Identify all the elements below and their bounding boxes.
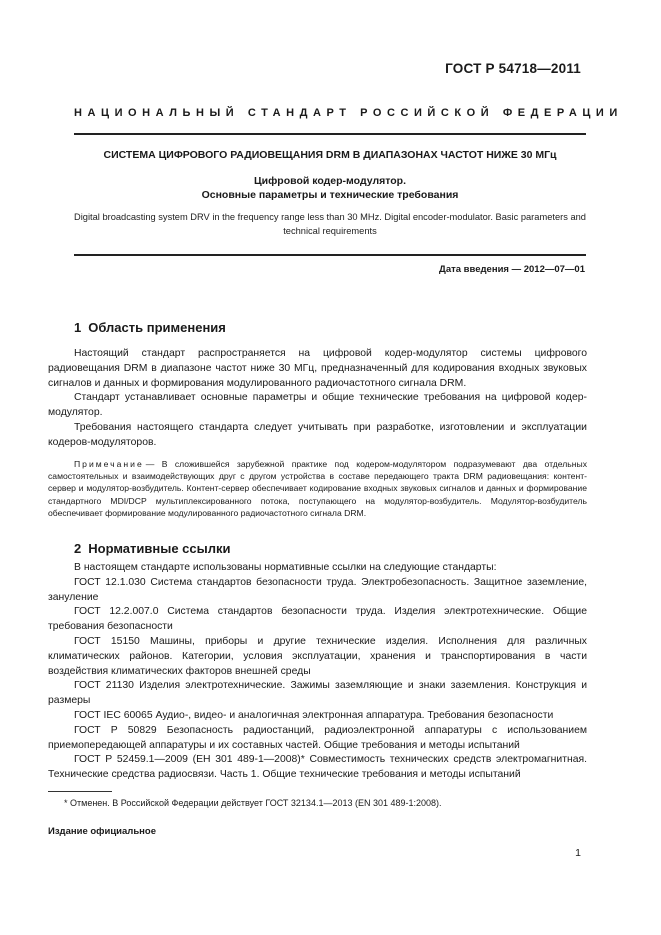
national-standard-banner: НАЦИОНАЛЬНЫЙ СТАНДАРТ РОССИЙСКОЙ ФЕДЕРАЦИИ — [74, 107, 623, 119]
document-subtitle — [74, 174, 586, 202]
section-1-number: 1 — [74, 320, 82, 335]
document-title: СИСТЕМА ЦИФРОВОГО РАДИОВЕЩАНИЯ DRM В ДИАПАЗОНАХ ЧАСТОТ НИЖЕ 30 МГц — [103, 149, 557, 161]
official-edition-label: Издание официальное — [48, 826, 156, 837]
reference-item: ГОСТ 15150 Машины, приборы и другие технические изделия. Исполнения для различных климатических районов. Категории, условия эксплуатации, хранения и транспортирования в части воздействия климатических факторов внешней среды — [48, 635, 587, 677]
reference-item: ГОСТ Р 50829 Безопасность радиостанций, радиоэлектронной аппаратуры с использованием приемопередающей аппаратуры и их составных частей. Общие требования и методы испытаний — [48, 724, 587, 751]
section-2-heading — [74, 541, 230, 556]
introduction-date: Дата введения — 2012—07—01 — [439, 264, 585, 275]
english-title: Digital broadcasting system DRV in the frequency range less than 30 MHz. Digital encoder-modulator. Basic parameters and technical requirements — [74, 212, 586, 236]
subtitle-line-1: Цифровой кодер-модулятор. — [254, 175, 406, 187]
note-label: Примечание — [74, 459, 144, 469]
section-2-number: 2 — [74, 541, 82, 556]
section-2-title: Нормативные ссылки — [88, 541, 231, 556]
gost-number: ГОСТ Р 54718—2011 — [445, 61, 581, 76]
reference-item: ГОСТ 12.2.007.0 Система стандартов безопасности труда. Изделия электротехнические. Общие требования безопасности — [48, 606, 587, 633]
top-divider — [74, 133, 586, 135]
subtitle-line-2: Основные параметры и технические требования — [201, 189, 459, 201]
section-1-heading — [74, 320, 226, 335]
paragraph: В настоящем стандарте использованы нормативные ссылки на следующие стандарты: — [74, 562, 497, 573]
title-divider — [74, 254, 586, 256]
paragraph: Стандарт устанавливает основные параметры и общие технические требования на цифровой кодер-модулятор. — [48, 392, 587, 419]
reference-item: ГОСТ 12.1.030 Система стандартов безопасности труда. Электробезопасность. Защитное заземление, зануление — [48, 576, 587, 603]
reference-item: ГОСТ 21130 Изделия электротехнические. Зажимы заземляющие и знаки заземления. Конструкция и размеры — [48, 680, 587, 707]
note-text: — В сложившейся зарубежной практике под кодером-модулятором подразумевают два отдельных самостоятельных и взаимодействующих друг с другом устройства в составе передающего тракта DRM радиовещания: контент-сервер и модулятор-возбудитель. Контент-сервер обеспечивает кодирование входных звуковых сигналов и данных и формирование стандартного MDI/DCP мультиплексированного потока, поступающего на модулятор-возбудитель. Модулятор-возбудитель обеспечивает формирование модулированного радиочастотного сигнала DRM. — [48, 459, 587, 518]
paragraph: Требования настоящего стандарта следует учитывать при разработке, изготовлении и эксплуатации кодеров-модуляторов. — [48, 421, 587, 448]
section-1-title: Область применения — [88, 320, 226, 335]
section-1-body — [48, 347, 587, 451]
reference-item: ГОСТ IEC 60065 Аудио-, видео- и аналогичная электронная аппаратура. Требования безопасности — [74, 709, 554, 721]
footnote-divider — [48, 791, 112, 792]
reference-item: ГОСТ Р 52459.1—2009 (ЕН 301 489-1—2008)* Совместимость технических средств электромагнитная. Технические средства радиосвязи. Часть 1. Общие технические требования и методы испытаний — [48, 754, 587, 781]
footnote: * Отменен. В Российской Федерации действует ГОСТ 32134.1—2013 (EN 301 489-1:2008). — [64, 798, 442, 808]
section-1-note — [48, 458, 587, 519]
page-number: 1 — [575, 847, 581, 859]
paragraph: Настоящий стандарт распространяется на цифровой кодер-модулятор системы цифрового радиовещания DRM в диапазоне частот ниже 30 МГц, предназначенный для кодирования входных звуковых сигналов и данных и формирования модулированного радиочастотного сигнала DRM. — [48, 348, 587, 389]
section-2-body — [48, 561, 587, 783]
